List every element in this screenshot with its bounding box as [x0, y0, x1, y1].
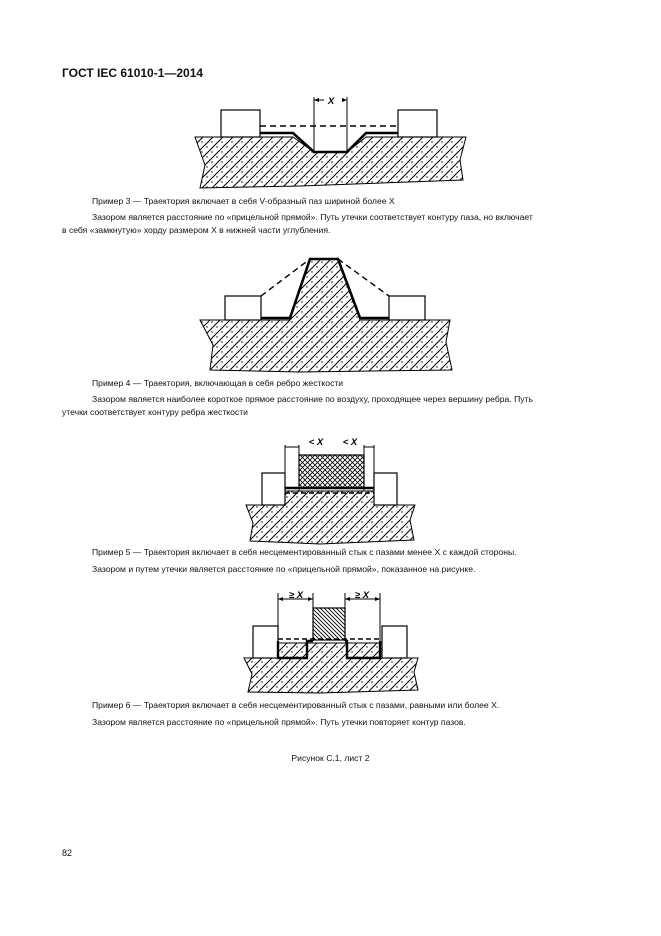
figure-example-6 [244, 590, 418, 693]
right-block [382, 626, 407, 658]
dimension-label-lt-x-right: < X [342, 437, 358, 448]
example-5-text-line-1: Зазором и путем утечки является расстояние по «прицельной прямой», показанное на рисунке. [92, 564, 476, 574]
example-6-text-line-1: Зазором является расстояние по «прицельной прямой». Путь утечки повторяет контур пазов. [92, 717, 466, 727]
figure-example-4 [200, 259, 452, 372]
page-number: 82 [62, 848, 73, 858]
example-3-title: Пример 3 — Траектория включает в себя V-образный паз шириной более X [92, 196, 395, 206]
upper-part [313, 608, 345, 640]
left-block [221, 110, 260, 137]
dimension-label-ge-x-left: ≥ X [288, 590, 304, 601]
example-4-text-line-2: утечки соответствует контуру ребра жесткости [62, 407, 248, 417]
example-6-title: Пример 6 — Траектория включает в себя несцементированный стык с пазами, равными или более X. [92, 700, 500, 710]
upper-part [299, 455, 364, 488]
figure-example-3 [195, 96, 466, 188]
example-4-title: Пример 4 — Траектория, включающая в себя ребро жесткости [92, 378, 344, 388]
right-block [398, 110, 437, 137]
left-block [225, 296, 261, 320]
dimension-label-x: X [327, 96, 335, 107]
dimension-label-lt-x-left: < X [308, 437, 324, 448]
example-3-text-line-2: в себя «замкнутую» хорду размером X в нижней части углубления. [62, 225, 331, 235]
left-block [262, 473, 285, 505]
example-4-text-line-1: Зазором является наиболее короткое прямое расстояние по воздуху, проходящее через вершину ребра. Путь [92, 394, 533, 404]
figure-example-5 [246, 437, 415, 544]
left-block [253, 626, 278, 658]
example-3-text-line-1: Зазором является расстояние по «прицельной прямой». Путь утечки соответствует контуру паза, но включает [92, 212, 533, 222]
figure-caption: Рисунок С.1, лист 2 [291, 753, 370, 763]
document-header: ГОСТ IEC 61010-1—2014 [62, 66, 204, 80]
example-5-title: Пример 5 — Траектория включает в себя несцементированный стык с пазами менее X с каждой стороны. [92, 547, 517, 557]
right-block [374, 473, 397, 505]
right-block [389, 296, 425, 320]
dimension-label-ge-x-right: ≥ X [354, 590, 370, 601]
